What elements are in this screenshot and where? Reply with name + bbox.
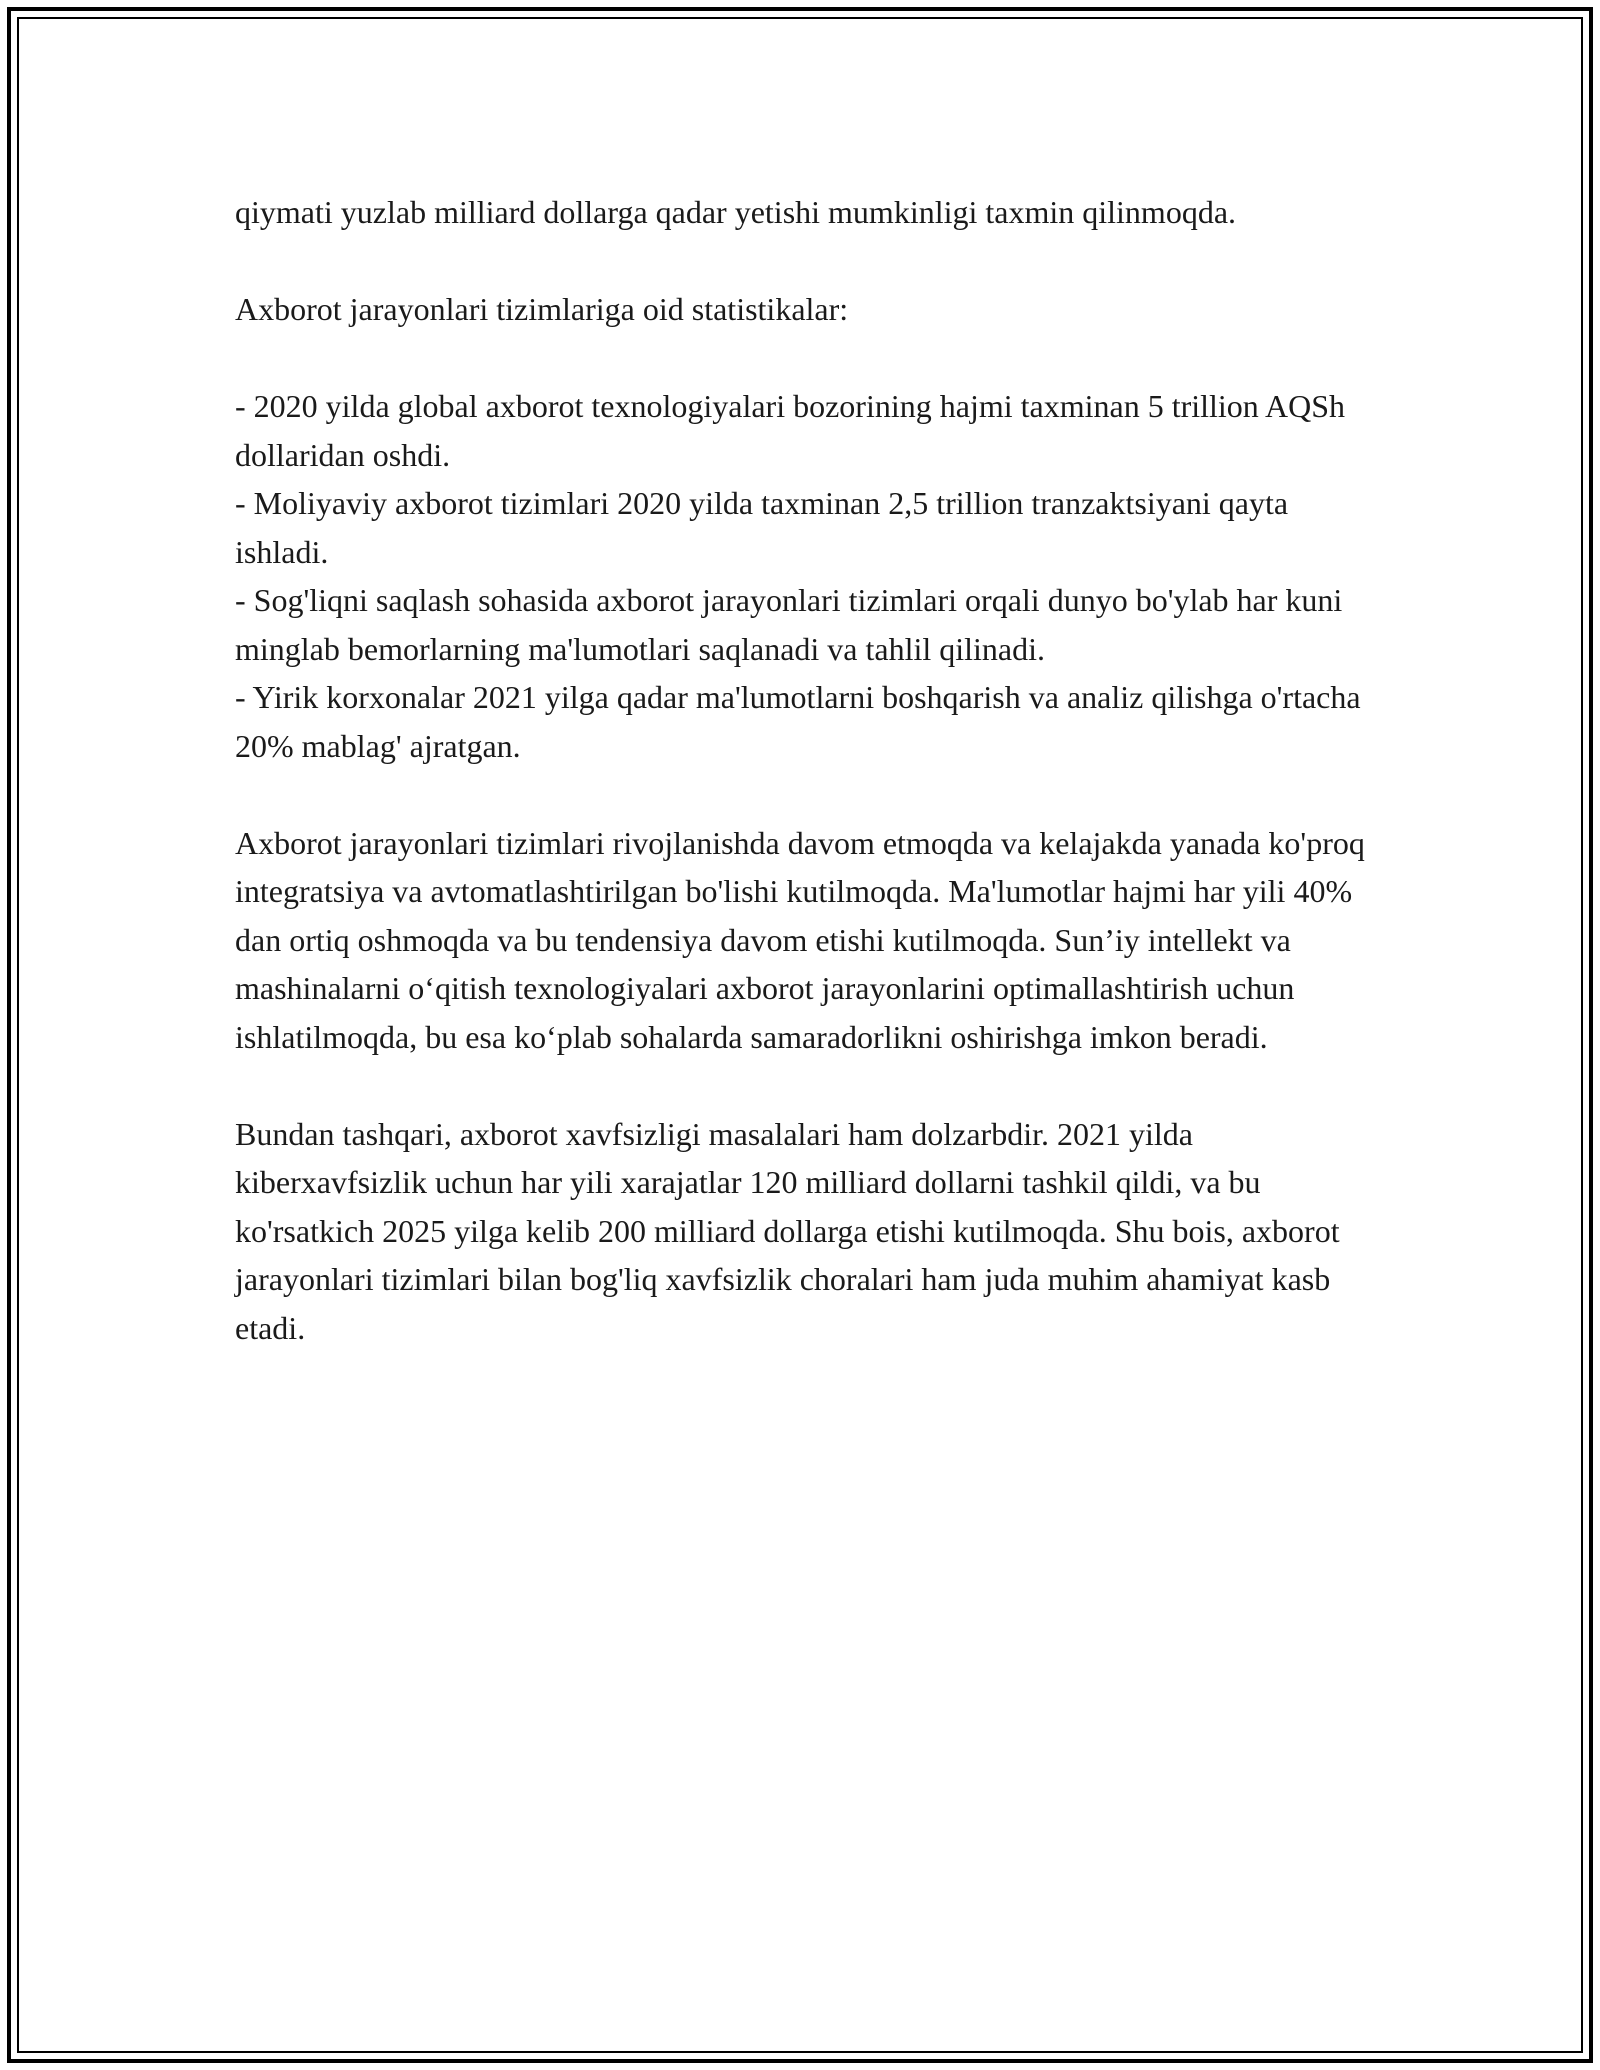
- document-body: [235, 188, 1370, 1352]
- paragraph-gap: [235, 770, 1370, 819]
- stats-list-item: - Yirik korxonalar 2021 yilga qadar ma'lumotlarni boshqarish va analiz qilishga o'rtacha 20% mablag' ajratgan.: [235, 679, 1361, 764]
- stats-list-item: - Sog'liqni saqlash sohasida axborot jarayonlari tizimlari orqali dunyo bo'ylab har kuni minglab bemorlarning ma'lumotlari saqlanadi va tahlil qilinadi.: [235, 582, 1343, 667]
- paragraph-gap: [235, 1061, 1370, 1110]
- stats-list-item: - Moliyaviy axborot tizimlari 2020 yilda taxminan 2,5 trillion tranzaktsiyani qayta ishladi.: [235, 485, 1289, 570]
- paragraph-gap: [235, 334, 1370, 383]
- paragraph-gap: [235, 237, 1370, 286]
- stats-list: [235, 382, 1370, 770]
- security-paragraph: Bundan tashqari, axborot xavfsizligi masalalari ham dolzarbdir. 2021 yilda kiberxavfsizlik uchun har yili xarajatlar 120 milliard dollarni tashkil qildi, va bu ko'rsatkich 2025 yilga kelib 200 milliard dollarga etishi kutilmoqda. Shu bois, axborot jarayonlari tizimlari bilan bog'liq xavfsizlik choralari ham juda muhim ahamiyat kasb etadi.: [235, 1115, 1340, 1346]
- development-paragraph: Axborot jarayonlari tizimlari rivojlanishda davom etmoqda va kelajakda yanada ko'proq integratsiya va avtomatlashtirilgan bo'lishi kutilmoqda. Ma'lumotlar hajmi har yili 40% dan ortiq oshmoqda va bu tendensiya davom etishi kutilmoqda. Sun’iy intellekt va mashinalarni o‘qitish texnologiyalari axborot jarayonlarini optimallashtirish uchun ishlatilmoqda, bu esa ko‘plab sohalarda samaradorlikni oshirishga imkon beradi.: [235, 824, 1365, 1055]
- stats-list-item: - 2020 yilda global axborot texnologiyalari bozorining hajmi taxminan 5 trillion AQSh dollaridan oshdi.: [235, 388, 1346, 473]
- stats-heading: Axborot jarayonlari tizimlariga oid statistikalar:: [235, 291, 849, 327]
- intro-paragraph: qiymati yuzlab milliard dollarga qadar yetishi mumkinligi taxmin qilinmoqda.: [235, 194, 1237, 230]
